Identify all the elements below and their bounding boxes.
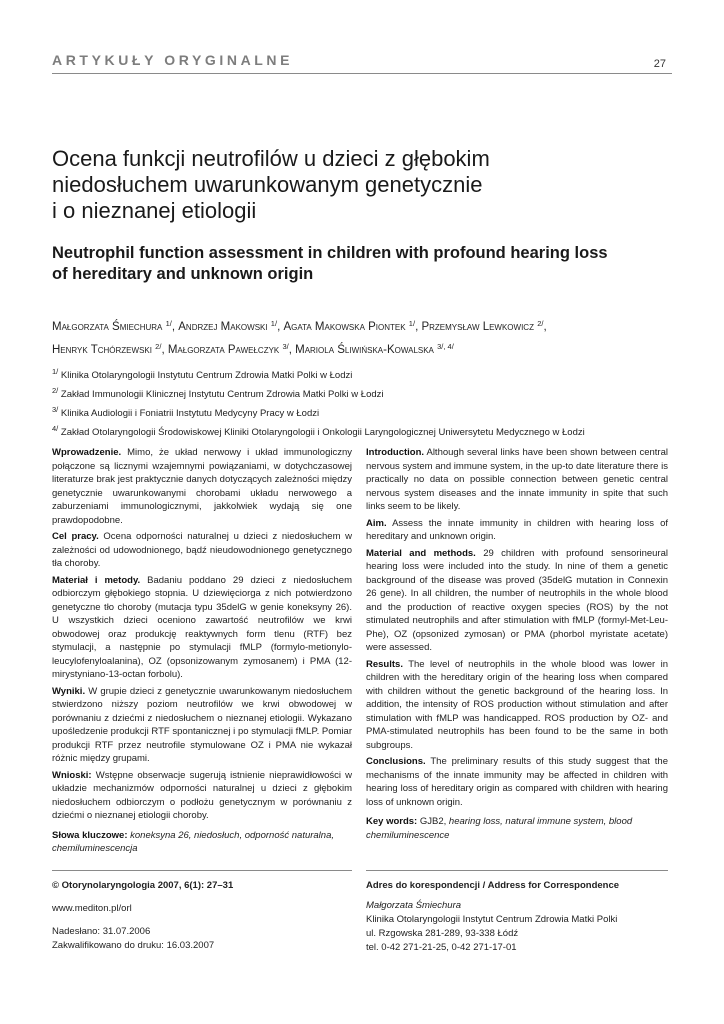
author: Agata Makowska Piontek $^{1/}$: [283, 319, 416, 333]
page-number: 27: [653, 58, 666, 70]
author: Przemysław Lewkowicz $^{2/}$: [421, 319, 544, 333]
title-polish-line: Ocena funkcji neutrofilów u dzieci z głębokim: [52, 146, 490, 171]
title-english: [52, 243, 672, 285]
footer-divider: [366, 870, 668, 871]
title-polish: [52, 146, 672, 224]
author-list: Małgorzata Śmiechura $^{1/}$, Andrzej Makowski $^{1/}$, Agata Makowska Piontek $^{1/}$, Przemysław Lewkowicz $^{2/}$, Henryk Tchórzewski $^{2/}$, Małgorzata Pawełczyk $^{3/}$, Mariola Śliwińska-Kowalska $^{3/, 4/}$: [52, 319, 547, 356]
affiliation: $^{3/}$ Klinika Audiologii i Foniatrii Instytutu Medycyny Pracy w Łodzi: [52, 405, 320, 419]
title-polish-line: niedosłuchem uwarunkowanym genetycznie: [52, 172, 483, 197]
abstract-paragraph: Cel pracy. Ocena odporności naturalnej u dzieci z niedosłuchem w zależności od udowodnionego, bądź nieudowodnionego genetycznego tła choroby.: [52, 531, 353, 569]
author: Małgorzata Pawełczyk $^{3/}$: [167, 342, 289, 356]
author: Andrzej Makowski $^{1/}$: [178, 319, 278, 333]
correspondence-street: ul. Rzgowska 281-289, 93-338 Łódź: [366, 928, 519, 939]
abstract-paragraph: Materiał i metody. Badaniu poddano 29 dzieci z niedosłuchem odbiorczym głębokiego stopnia. U dziewięciorga z nich potwierdzono genetyczne tło choroby (mutacja typu 35delG w genie koneksyny 26). U wszystkich dzieci oceniono zawartość neutrofilów we krwi obwodowej oraz produkcję reaktywnych form tlenu (RTF) bez stymulacji, a następnie po stymulacji fMLP (formylo-metionylo-leucylofenyloalanina), OZ (opsonizowanym zymosanem) i PMA (12-mirystyniano-13-octan forbolu).: [52, 574, 353, 680]
correspondence-institution: Klinika Otolaryngologii Instytut Centrum Zdrowia Matki Polki: [366, 914, 618, 925]
copyright-line: © Otorynolaryngologia 2007, 6(1): 27–31: [52, 880, 234, 891]
abstract-polish: [52, 446, 352, 859]
accepted-date: Zakwalifikowano do druku: 16.03.2007: [52, 940, 215, 951]
correspondence-heading: Adres do korespondencji / Address for Correspondence: [366, 880, 620, 891]
abstract-paragraph: Aim. Assess the innate immunity in children with hearing loss of hereditary and unknown origin.: [366, 517, 668, 542]
abstract-paragraph: Wprowadzenie. Mimo, że układ nerwowy i układ immunologiczny połączone są licznymi wzajemnymi powiązaniami, w dotychczasowej literaturze brak jest praktycznie danych dotyczących zależności między genetycznie uwarunkowanymi chorobami układu nerwowego a zaburzeniami immunologicznymi, jakkolwiek wydają się one prawdopodobne.: [52, 447, 353, 526]
affiliation: $^{4/}$ Zakład Otolaryngologii Środowiskowej Kliniki Otolaryngologii i Onkologii Laryngologicznej Uniwersytetu Medycznego w Łodzi: [52, 424, 585, 438]
journal-website-link[interactable]: www.mediton.pl/orl: [52, 903, 132, 914]
correspondence-name: Małgorzata Śmiechura: [366, 900, 462, 911]
correspondence-address: [366, 879, 668, 955]
title-english-line: of hereditary and unknown origin: [52, 265, 314, 283]
abstract-paragraph: Results. The level of neutrophils in the whole blood was lower in children with the hereditary origin of the hearing loss when compared with children without the genetic background of the hearing loss. In addition, the intensity of ROS production without stimulation and after stimulation with fMLP was handicapped. ROS production by OZ- and PMA-stimulated neutrophils has been found to be the same in both subgroups.: [366, 658, 669, 751]
affiliation-list: [52, 364, 692, 440]
author: Mariola Śliwińska-Kowalska $^{3/, 4/}$: [295, 342, 454, 356]
title-english-line: Neutrophil function assessment in children with profound hearing loss: [52, 244, 608, 262]
title-polish-line: i o nieznanej etiologii: [52, 198, 257, 223]
received-date: Nadesłano: 31.07.2006: [52, 926, 151, 937]
keywords-english: Key words: GJB2, hearing loss, natural immune system, blood chemiluminescence: [366, 816, 633, 841]
author: Henryk Tchórzewski $^{2/}$: [52, 342, 162, 356]
running-header: [52, 52, 672, 74]
abstract-paragraph: Material and methods. 29 children with profound sensorineural hearing loss were included into the study. In nine of them a genetic background of the disease was proved (35delG mutation in Connexin 26 gene). In all children, the number of neutrophils in the whole blood and the production of reactive oxygen species (ROS) by the not stimulated neutrophils and after stimulation with fMLP (formyl-Met-Leu-Phe), OZ (opsonized zymosan) or PMA (phorbol myristate acetate) were assessed.: [366, 547, 668, 653]
abstract-paragraph: Introduction. Although several links have been shown between central nervous system and immune system, in the up-to date literature there is practically no data on possible connection between genetic central nervous system diseases and the innate immunity in spite that such links seem to be likely.: [366, 447, 668, 512]
affiliation: $^{1/}$ Klinika Otolaryngologii Instytutu Centrum Zdrowia Matki Polki w Łodzi: [52, 367, 353, 381]
publication-info: [52, 879, 352, 953]
keywords-polish: Słowa kluczowe: koneksyna 26, niedosłuch, odporność naturalna, chemiluminescencja: [52, 829, 335, 854]
footer-divider: [52, 870, 352, 871]
affiliation: $^{2/}$ Zakład Immunologii Klinicznej Instytutu Centrum Zdrowia Matki Polki w Łodzi: [52, 386, 384, 400]
abstract-paragraph: Wyniki. W grupie dzieci z genetycznie uwarunkowanym niedosłuchem stwierdzono niższy poziom neutrofilów we krwi obwodowej w porównaniu z dziećmi z niedosłuchem o nieznanej etiologii. Wykazano upośledzenie produkcji RTF spontanicznej i po stymulacji fMLP. Pomiar produkcji RTF przez neutrofile stymulowane OZ i PMA nie wykazał różnic między grupami.: [52, 685, 353, 764]
correspondence-phone: tel. 0-42 271-21-25, 0-42 271-17-01: [366, 942, 517, 953]
section-label: ARTYKUŁY ORYGINALNE: [52, 52, 294, 68]
author: Małgorzata Śmiechura $^{1/}$: [52, 319, 172, 333]
abstract-paragraph: Conclusions. The preliminary results of this study suggest that the mechanisms of the innate immunity may be affected in children with hearing loss of hereditary origin as compared with children with hearing loss of unknown origin.: [366, 756, 668, 808]
abstract-english: [366, 446, 668, 845]
abstract-paragraph: Wnioski: Wstępne obserwacje sugerują istnienie nieprawidłowości w układzie mechanizmów odporności naturalnej u dzieci z głębokim niedosłuchem odbiorczym o podłożu genetycznym w porównaniu z dziećmi o nieznanej etiologii choroby.: [52, 769, 352, 821]
